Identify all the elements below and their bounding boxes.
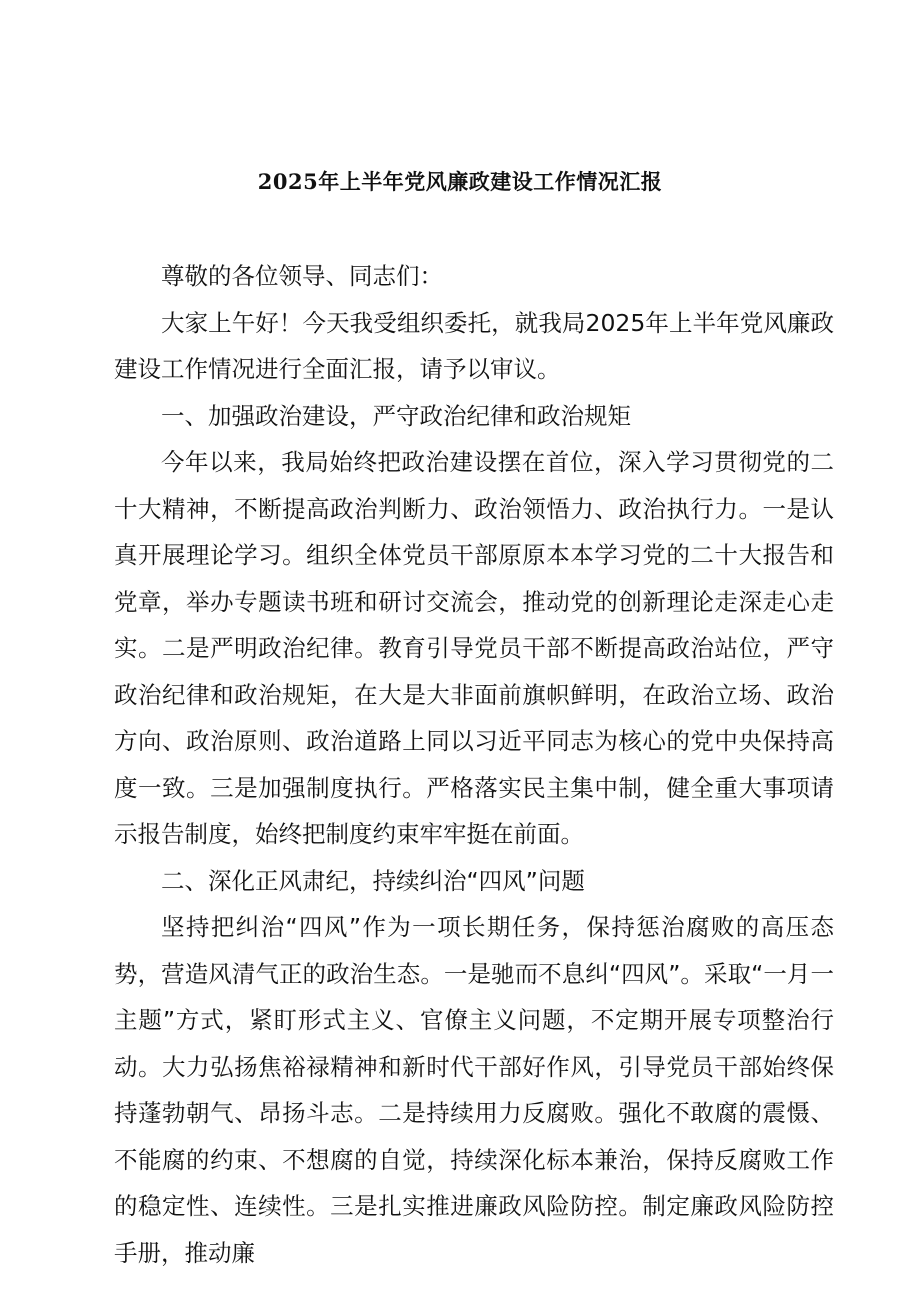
- section-heading-2: 二、深化正风肃纪，持续纠治“四风”问题: [161, 866, 585, 895]
- section-1-paragraph: 今年以来，我局始终把政治建设摆在首位，深入学习贯彻党的二十大精神，不断提高政治判断力、政治领悟力、政治执行力。一是认真开展理论学习。组织全体党员干部原原本本学习党的二十大报告和党章，举办专题读书班和研讨交流会，推动党的创新理论走深走心走实。二是严明政治纪律。教育引导党员干部不断提高政治站位，严守政治纪律和政治规矩，在大是大非面前旗帜鲜明，在政治立场、政治方向、政治原则、政治道路上同以习近平同志为核心的党中央保持高度一致。三是加强制度执行。严格落实民主集中制，健全重大事项请示报告制度，始终把制度约束牢牢挺在前面。: [114, 448, 834, 848]
- document-body: [114, 253, 834, 1276]
- section-heading-1: 一、加强政治建设，严守政治纪律和政治规矩: [161, 401, 631, 430]
- opening-paragraph: 大家上午好！今天我受组织委托，就我局2025年上半年党风廉政建设工作情况进行全面汇报，请予以审议。: [114, 308, 834, 383]
- section-2-paragraph: 坚持把纠治“四风”作为一项长期任务，保持惩治腐败的高压态势，营造风清气正的政治生态。一是驰而不息纠“四风”。采取“一月一主题”方式，紧盯形式主义、官僚主义问题，不定期开展专项整治行动。大力弘扬焦裕禄精神和新时代干部好作风，引导党员干部始终保持蓬勃朝气、昂扬斗志。二是持续用力反腐败。强化不敢腐的震慑、不能腐的约束、不想腐的自觉，持续深化标本兼治，保持反腐败工作的稳定性、连续性。三是扎实推进廉政风险防控。制定廉政风险防控手册，推动廉: [114, 913, 834, 1267]
- document-title: 2025年上半年党风廉政建设工作情况汇报: [257, 169, 663, 194]
- salutation-paragraph: 尊敬的各位领导、同志们：: [161, 262, 443, 290]
